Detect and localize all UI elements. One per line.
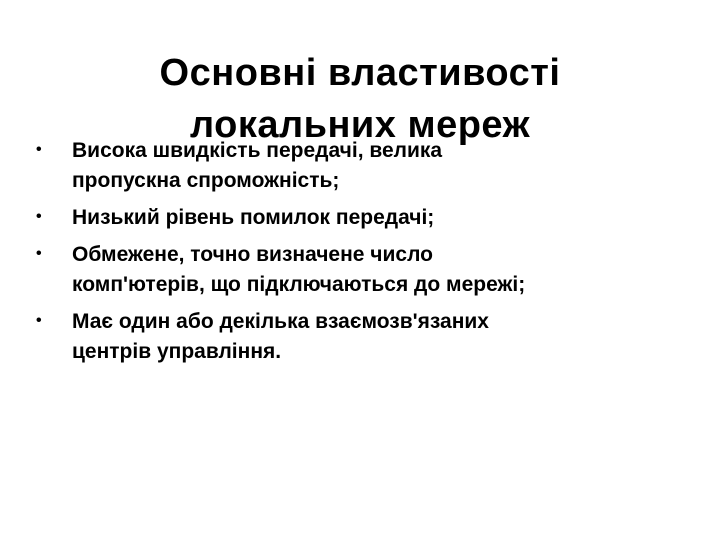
- slide-title-line-1: Основні властивості: [159, 52, 561, 95]
- bullet-text: Висока швидкість передачі, велика пропускна спроможність;: [72, 139, 443, 192]
- bullet-icon: •: [36, 312, 42, 329]
- bullet-item: [36, 136, 696, 196]
- slide-title-line-2: локальних мереж: [189, 104, 531, 147]
- bullet-text: Низький рівень помилок передачі;: [72, 206, 435, 229]
- bullet-icon: •: [36, 245, 42, 262]
- bullet-item: [36, 307, 696, 367]
- bullet-icon: •: [36, 208, 42, 225]
- bullet-text: Обмежене, точно визначене число комп'ютерів, що підключаються до мережі;: [72, 243, 526, 296]
- bullet-item: [36, 203, 696, 233]
- bullet-icon: •: [36, 141, 42, 158]
- bullet-item: [36, 240, 696, 300]
- bullet-text: Має один або декілька взаємозв'язаних центрів управління.: [72, 310, 489, 363]
- bullet-list: [36, 136, 696, 374]
